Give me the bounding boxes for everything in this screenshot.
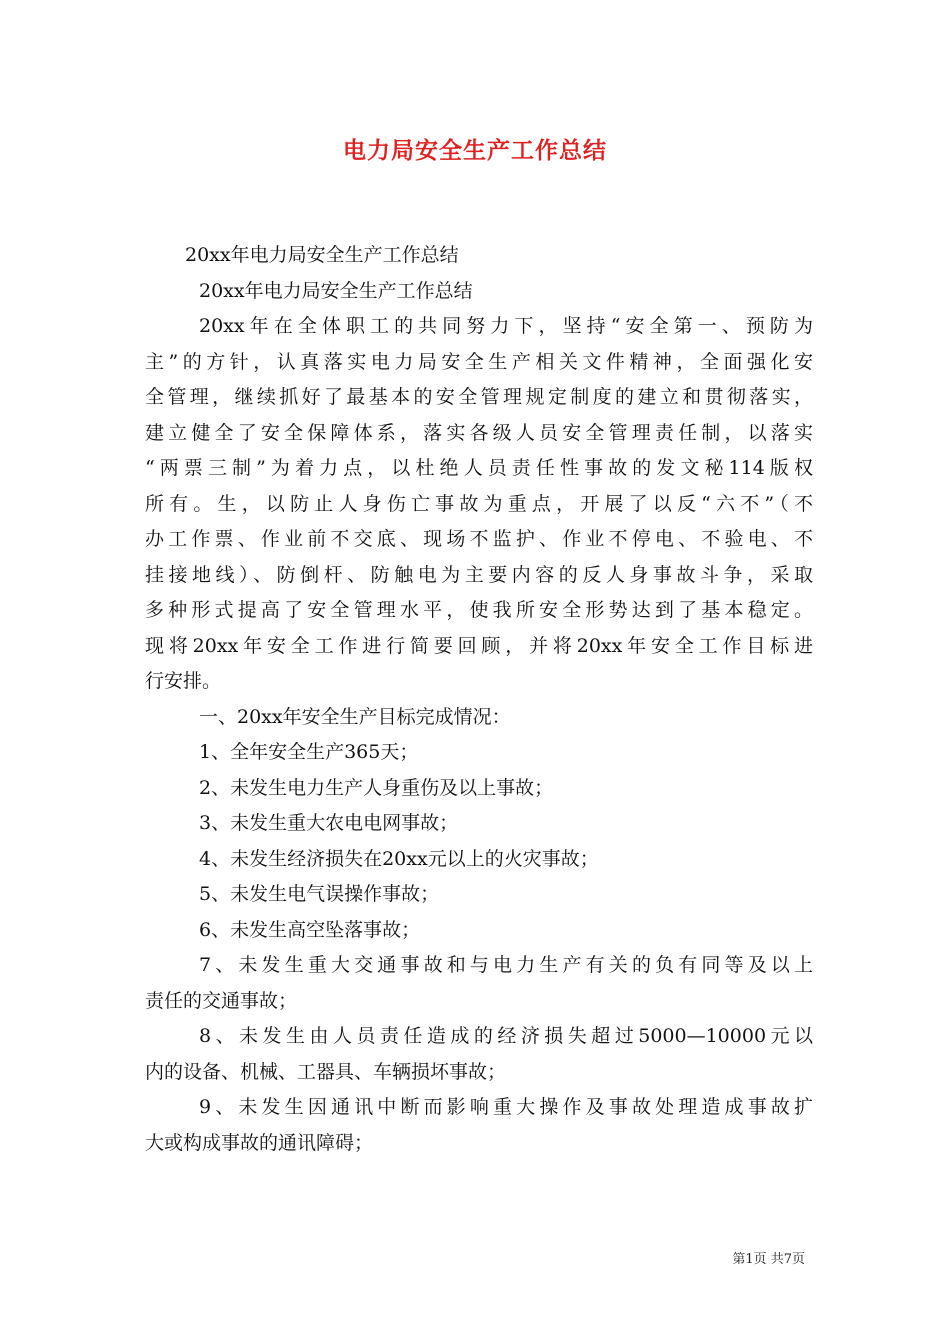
- page-number: 第1页 共7页: [732, 1252, 805, 1267]
- list-item-continuation: 责任的交通事故；: [145, 989, 298, 1012]
- intro-line: 办工作票、作业前不交底、现场不监护、作业不停电、不验电、不: [145, 528, 813, 550]
- intro-line: 多种形式提高了安全管理水平，使我所安全形势达到了基本稳定。: [145, 599, 813, 621]
- document-title: 电力局安全生产工作总结: [343, 137, 607, 164]
- list-item-continuation: 内的设备、机械、工器具、车辆损坏事故；: [145, 1060, 507, 1083]
- intro-line: 全管理，继续抓好了最基本的安全管理规定制度的建立和贯彻落实，: [145, 386, 813, 408]
- list-item: 8、未发生由人员责任造成的经济损失超过5000—10000元以: [199, 1025, 813, 1047]
- intro-line: 挂接地线）、防倒杆、防触电为主要内容的反人身事故斗争，采取: [145, 563, 813, 586]
- intro-line: 主”的方针，认真落实电力局安全生产相关文件精神，全面强化安: [145, 350, 813, 373]
- intro-line: 行安排。: [145, 670, 222, 692]
- intro-line: “两票三制”为着力点，以杜绝人员责任性事故的发文秘114版权: [145, 457, 813, 479]
- list-item: 6、未发生高空坠落事故；: [199, 918, 421, 941]
- list-item: 1、全年安全生产365天；: [199, 741, 419, 763]
- document-body: [145, 238, 813, 1161]
- heading-line-1: 20xx年电力局安全生产工作总结: [185, 244, 459, 266]
- intro-line: 20xx年在全体职工的共同努力下，坚持“安全第一、预防为: [199, 315, 813, 337]
- intro-line: 所有。生，以防止人身伤亡事故为重点，开展了以反“六不”（不: [145, 492, 813, 515]
- list-item-continuation: 大或构成事故的通讯障碍；: [145, 1131, 374, 1154]
- intro-line: 建立健全了安全保障体系，落实各级人员安全管理责任制，以落实: [145, 421, 813, 444]
- heading-line-2: 20xx年电力局安全生产工作总结: [199, 279, 473, 302]
- list-item: 3、未发生重大农电电网事故；: [199, 812, 459, 834]
- list-item: 7、未发生重大交通事故和与电力生产有关的负有同等及以上: [199, 954, 813, 976]
- section-heading: 一、20xx年安全生产目标完成情况：: [199, 705, 511, 728]
- list-item: 2、未发生电力生产人身重伤及以上事故；: [199, 776, 554, 799]
- list-item: 4、未发生经济损失在20xx元以上的火灾事故；: [199, 847, 599, 870]
- list-item: 9、未发生因通讯中断而影响重大操作及事故处理造成事故扩: [199, 1096, 813, 1118]
- list-item: 5、未发生电气误操作事故；: [199, 883, 440, 905]
- intro-line: 现将20xx年安全工作进行简要回顾，并将20xx年安全工作目标进: [145, 634, 813, 657]
